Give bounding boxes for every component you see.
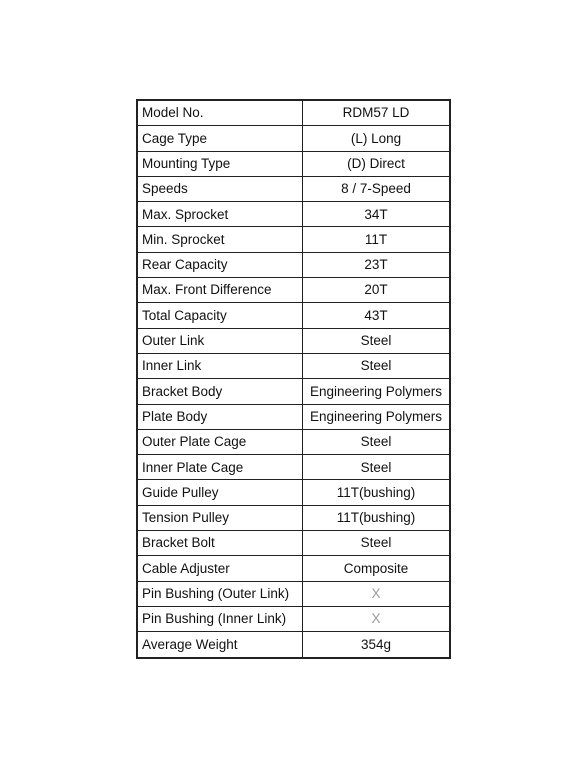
row-value: (D) Direct (303, 151, 451, 176)
row-value: RDM57 LD (303, 100, 451, 126)
row-label: Outer Link (137, 328, 303, 353)
row-label: Guide Pulley (137, 480, 303, 505)
row-label: Inner Link (137, 353, 303, 378)
row-label: Pin Bushing (Inner Link) (137, 606, 303, 631)
table-row (137, 505, 450, 530)
table-row (137, 328, 450, 353)
table-row (137, 303, 450, 328)
table-row (137, 455, 450, 480)
table-row (137, 632, 450, 658)
table-row (137, 252, 450, 277)
row-label: Cable Adjuster (137, 556, 303, 581)
row-value: 43T (303, 303, 451, 328)
row-label: Max. Sprocket (137, 202, 303, 227)
row-value: Steel (303, 353, 451, 378)
row-label: Inner Plate Cage (137, 455, 303, 480)
row-label: Bracket Body (137, 379, 303, 404)
row-label: Plate Body (137, 404, 303, 429)
spec-table (136, 99, 451, 659)
row-label: Total Capacity (137, 303, 303, 328)
row-value: Engineering Polymers (303, 379, 451, 404)
row-label: Pin Bushing (Outer Link) (137, 581, 303, 606)
row-value: Steel (303, 455, 451, 480)
table-row (137, 480, 450, 505)
row-value: 11T(bushing) (303, 505, 451, 530)
table-row (137, 429, 450, 454)
table-row (137, 379, 450, 404)
row-label: Mounting Type (137, 151, 303, 176)
row-value: Composite (303, 556, 451, 581)
row-label: Min. Sprocket (137, 227, 303, 252)
row-value: Steel (303, 429, 451, 454)
row-label: Average Weight (137, 632, 303, 658)
row-label: Bracket Bolt (137, 531, 303, 556)
row-value: 8 / 7-Speed (303, 176, 451, 201)
row-label: Cage Type (137, 126, 303, 151)
row-value: Engineering Polymers (303, 404, 451, 429)
row-value: 34T (303, 202, 451, 227)
spec-table-body (137, 100, 450, 658)
row-value: X (303, 581, 451, 606)
table-row (137, 353, 450, 378)
table-row (137, 606, 450, 631)
table-row (137, 126, 450, 151)
row-value: Steel (303, 328, 451, 353)
row-value: 354g (303, 632, 451, 658)
table-row (137, 151, 450, 176)
table-row (137, 556, 450, 581)
row-value: 20T (303, 278, 451, 303)
table-row (137, 278, 450, 303)
row-label: Max. Front Difference (137, 278, 303, 303)
table-row (137, 202, 450, 227)
row-label: Rear Capacity (137, 252, 303, 277)
row-label: Tension Pulley (137, 505, 303, 530)
row-value: (L) Long (303, 126, 451, 151)
row-label: Outer Plate Cage (137, 429, 303, 454)
row-label: Speeds (137, 176, 303, 201)
table-row (137, 100, 450, 126)
row-label: Model No. (137, 100, 303, 126)
table-row (137, 176, 450, 201)
table-row (137, 531, 450, 556)
row-value: 11T(bushing) (303, 480, 451, 505)
table-row (137, 227, 450, 252)
row-value: 11T (303, 227, 451, 252)
row-value: Steel (303, 531, 451, 556)
row-value: X (303, 606, 451, 631)
table-row (137, 404, 450, 429)
table-row (137, 581, 450, 606)
row-value: 23T (303, 252, 451, 277)
